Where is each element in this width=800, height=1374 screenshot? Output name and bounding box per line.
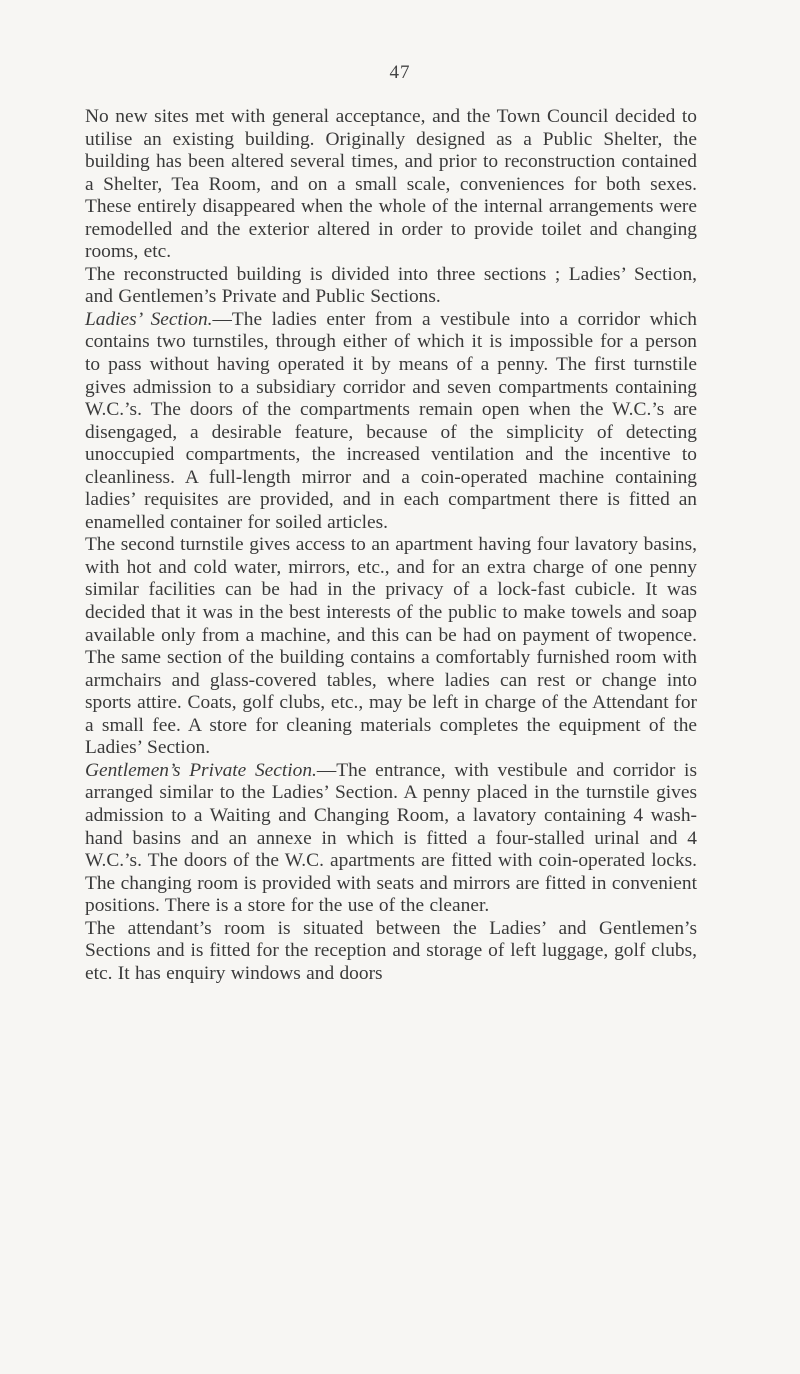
paragraph-text: The attendant’s room is situated between the Ladies’ and Gentlemen’s Sections and is fitted for the reception and storage of left luggage, golf clubs, etc. It has enquiry windows and doors — [85, 917, 697, 984]
paragraph-sections-overview — [85, 264, 697, 309]
paragraph-intro — [85, 106, 697, 264]
body-text — [85, 106, 697, 985]
paragraph-ladies-section — [85, 309, 697, 534]
section-heading-ladies: Ladies’ Section. — [85, 308, 213, 330]
paragraph-text: The second turnstile gives access to an apartment having four lavatory basins, with hot and cold water, mirrors, etc., and for an extra charge of one penny similar facilities can be had in the privacy of a lock-fast cubicle. It was decided that it was in the best interests of the public to make towels and soap available only from a machine, and this can be had on payment of twopence. The same section of the building contains a comfortably furnished room with armchairs and glass-covered tables, where ladies can rest or change into sports attire. Coats, golf clubs, etc., may be left in charge of the Attendant for a small fee. A store for cleaning materials completes the equipment of the Ladies’ Section. — [85, 534, 697, 759]
paragraph-attendants-room — [85, 918, 697, 986]
paragraph-second-turnstile — [85, 534, 697, 759]
paragraph-text: No new sites met with general acceptance, and the Town Council decided to utilise an existing building. Originally designed as a Public Shelter, the building has been altered several times, and prior to reconstruction contained a Shelter, Tea Room, and on a small scale, conveniences for both sexes. These entirely disappeared when the whole of the internal arrangements were remodelled and the exterior altered in order to provide toilet and changing rooms, etc. — [85, 106, 697, 263]
paragraph-text: The reconstructed building is divided into three sections ; Ladies’ Section, and Gentlemen’s Private and Public Sections. — [85, 263, 697, 308]
section-heading-gentlemens-private: Gentlemen’s Private Section. — [85, 759, 317, 781]
paragraph-text: —The ladies enter from a vestibule into a corridor which contains two turnstiles, through either of which it is impossible for a person to pass without having operated it by means of a penny. The first turnstile gives admission to a subsidiary corridor and seven compartments containing W.C.’s. The doors of the compartments remain open when the W.C.’s are disengaged, a desirable feature, because of the simplicity of detecting unoccupied compartments, the increased ventilation and the incentive to cleanliness. A full-length mirror and a coin-operated machine containing ladies’ requisites are provided, and in each compartment there is fitted an enamelled container for soiled articles. — [85, 308, 697, 533]
paragraph-gentlemens-private — [85, 760, 697, 918]
paragraph-text: —The entrance, with vestibule and corridor is arranged similar to the Ladies’ Section. A penny placed in the turnstile gives admission to a Waiting and Changing Room, a lavatory containing 4 wash-hand basins and an annexe in which is fitted a four-stalled urinal and 4 W.C.’s. The doors of the W.C. apartments are fitted with coin-operated locks. The changing room is provided with seats and mirrors are fitted in convenient positions. There is a store for the use of the cleaner. — [85, 759, 697, 917]
page-number: 47 — [389, 62, 411, 83]
